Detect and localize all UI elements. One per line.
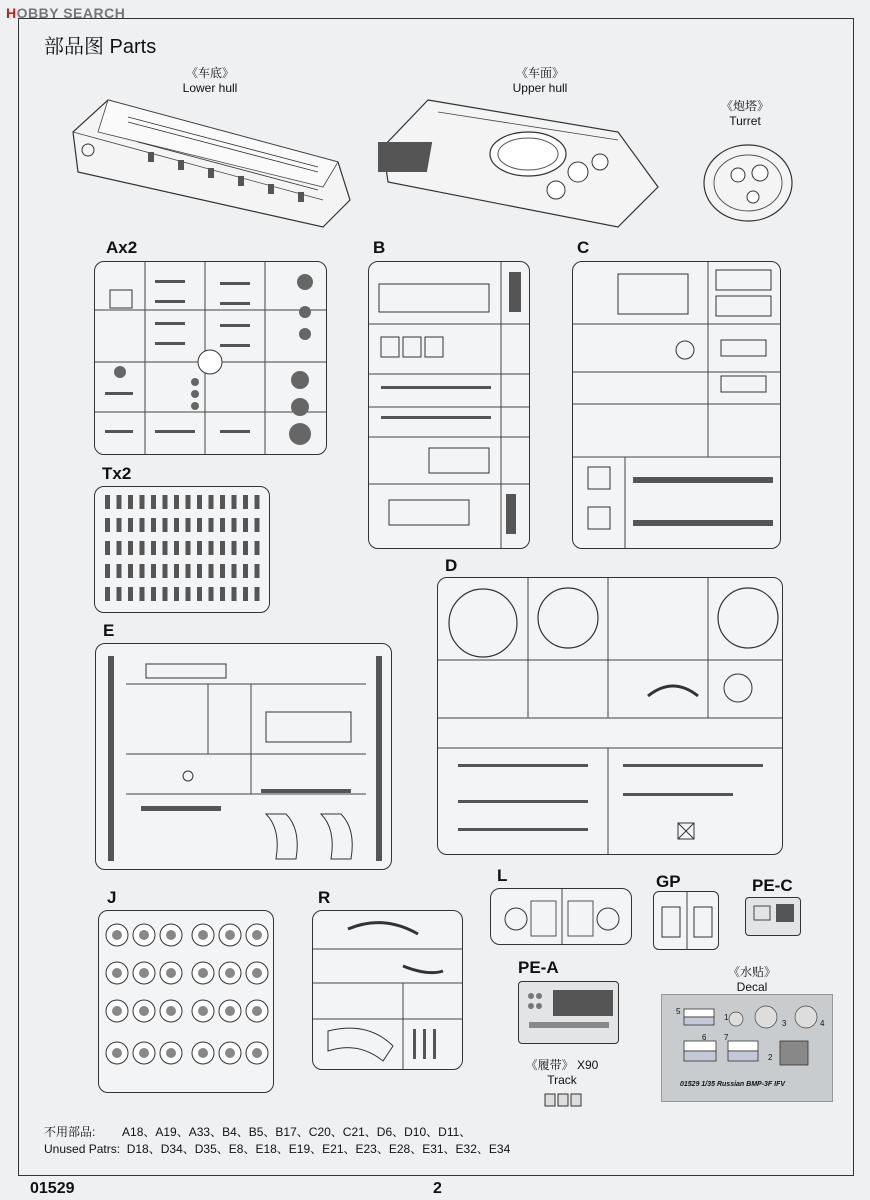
sprue-label-gp: GP [656, 872, 681, 891]
sprue-label-j: J [107, 888, 117, 907]
decal-number-4: 4 [820, 1019, 825, 1028]
sprue-gp [653, 891, 719, 950]
sprue-b [368, 261, 530, 549]
page-number: 2 [433, 1180, 442, 1197]
decal-product-caption: 01529 1/35 Russian BMP-3F IFV [680, 1081, 786, 1088]
sprue-label-a: Ax2 [106, 238, 138, 257]
sprue-d [437, 577, 783, 855]
lower-hull-drawing [68, 92, 353, 232]
page-title: 部品图 Parts [44, 36, 157, 58]
sprue-e [95, 643, 392, 870]
decal-caption: 《水贴》 Decal [727, 965, 776, 994]
lower-hull-caption: 《车底》 Lower hull [182, 66, 238, 95]
decal-number-1: 1 [724, 1013, 729, 1022]
sprue-label-l: L [497, 866, 508, 885]
decal-number-3: 3 [782, 1019, 787, 1028]
sprue-l [490, 888, 632, 945]
photo-etch-a [518, 981, 619, 1044]
sprue-label-d: D [445, 556, 458, 575]
sprue-j [98, 910, 274, 1093]
watermark-logo: HOBBY SEARCH [6, 5, 126, 21]
track-link-drawing [543, 1088, 583, 1112]
sprue-label-t: Tx2 [102, 464, 132, 483]
sprue-label-r: R [318, 888, 331, 907]
decal-number-6: 6 [702, 1033, 707, 1042]
photo-etch-c [745, 897, 801, 936]
product-number: 01529 [30, 1180, 75, 1197]
turret-caption: 《炮塔》 Turret [720, 99, 769, 128]
sprue-c [572, 261, 781, 549]
turret-drawing [698, 135, 798, 230]
decal-number-5: 5 [676, 1007, 681, 1016]
unused-parts-list: 不用部品: A18、A19、A33、B4、B5、B17、C20、C21、D6、D10、D11、 Unused Patrs: D18、D34、D35、E8、E18、E19、E21、E23、E28、E31、E32、E34 [44, 1125, 511, 1156]
upper-hull-caption: 《车面》 Upper hull [512, 66, 568, 95]
sprue-label-pe-c: PE-C [752, 876, 793, 895]
sprue-label-b: B [373, 238, 386, 257]
sprue-label-c: C [577, 238, 590, 257]
upper-hull-drawing [378, 92, 668, 232]
sprue-a [94, 261, 327, 455]
decal-sheet [661, 994, 833, 1102]
sprue-r [312, 910, 463, 1070]
track-caption: 《履带》 X90 Track [525, 1058, 599, 1087]
sprue-t [94, 486, 270, 613]
sprue-label-pe-a: PE-A [518, 958, 559, 977]
sprue-label-e: E [103, 621, 115, 640]
decal-number-7: 7 [724, 1033, 729, 1042]
decal-number-2: 2 [768, 1053, 773, 1062]
